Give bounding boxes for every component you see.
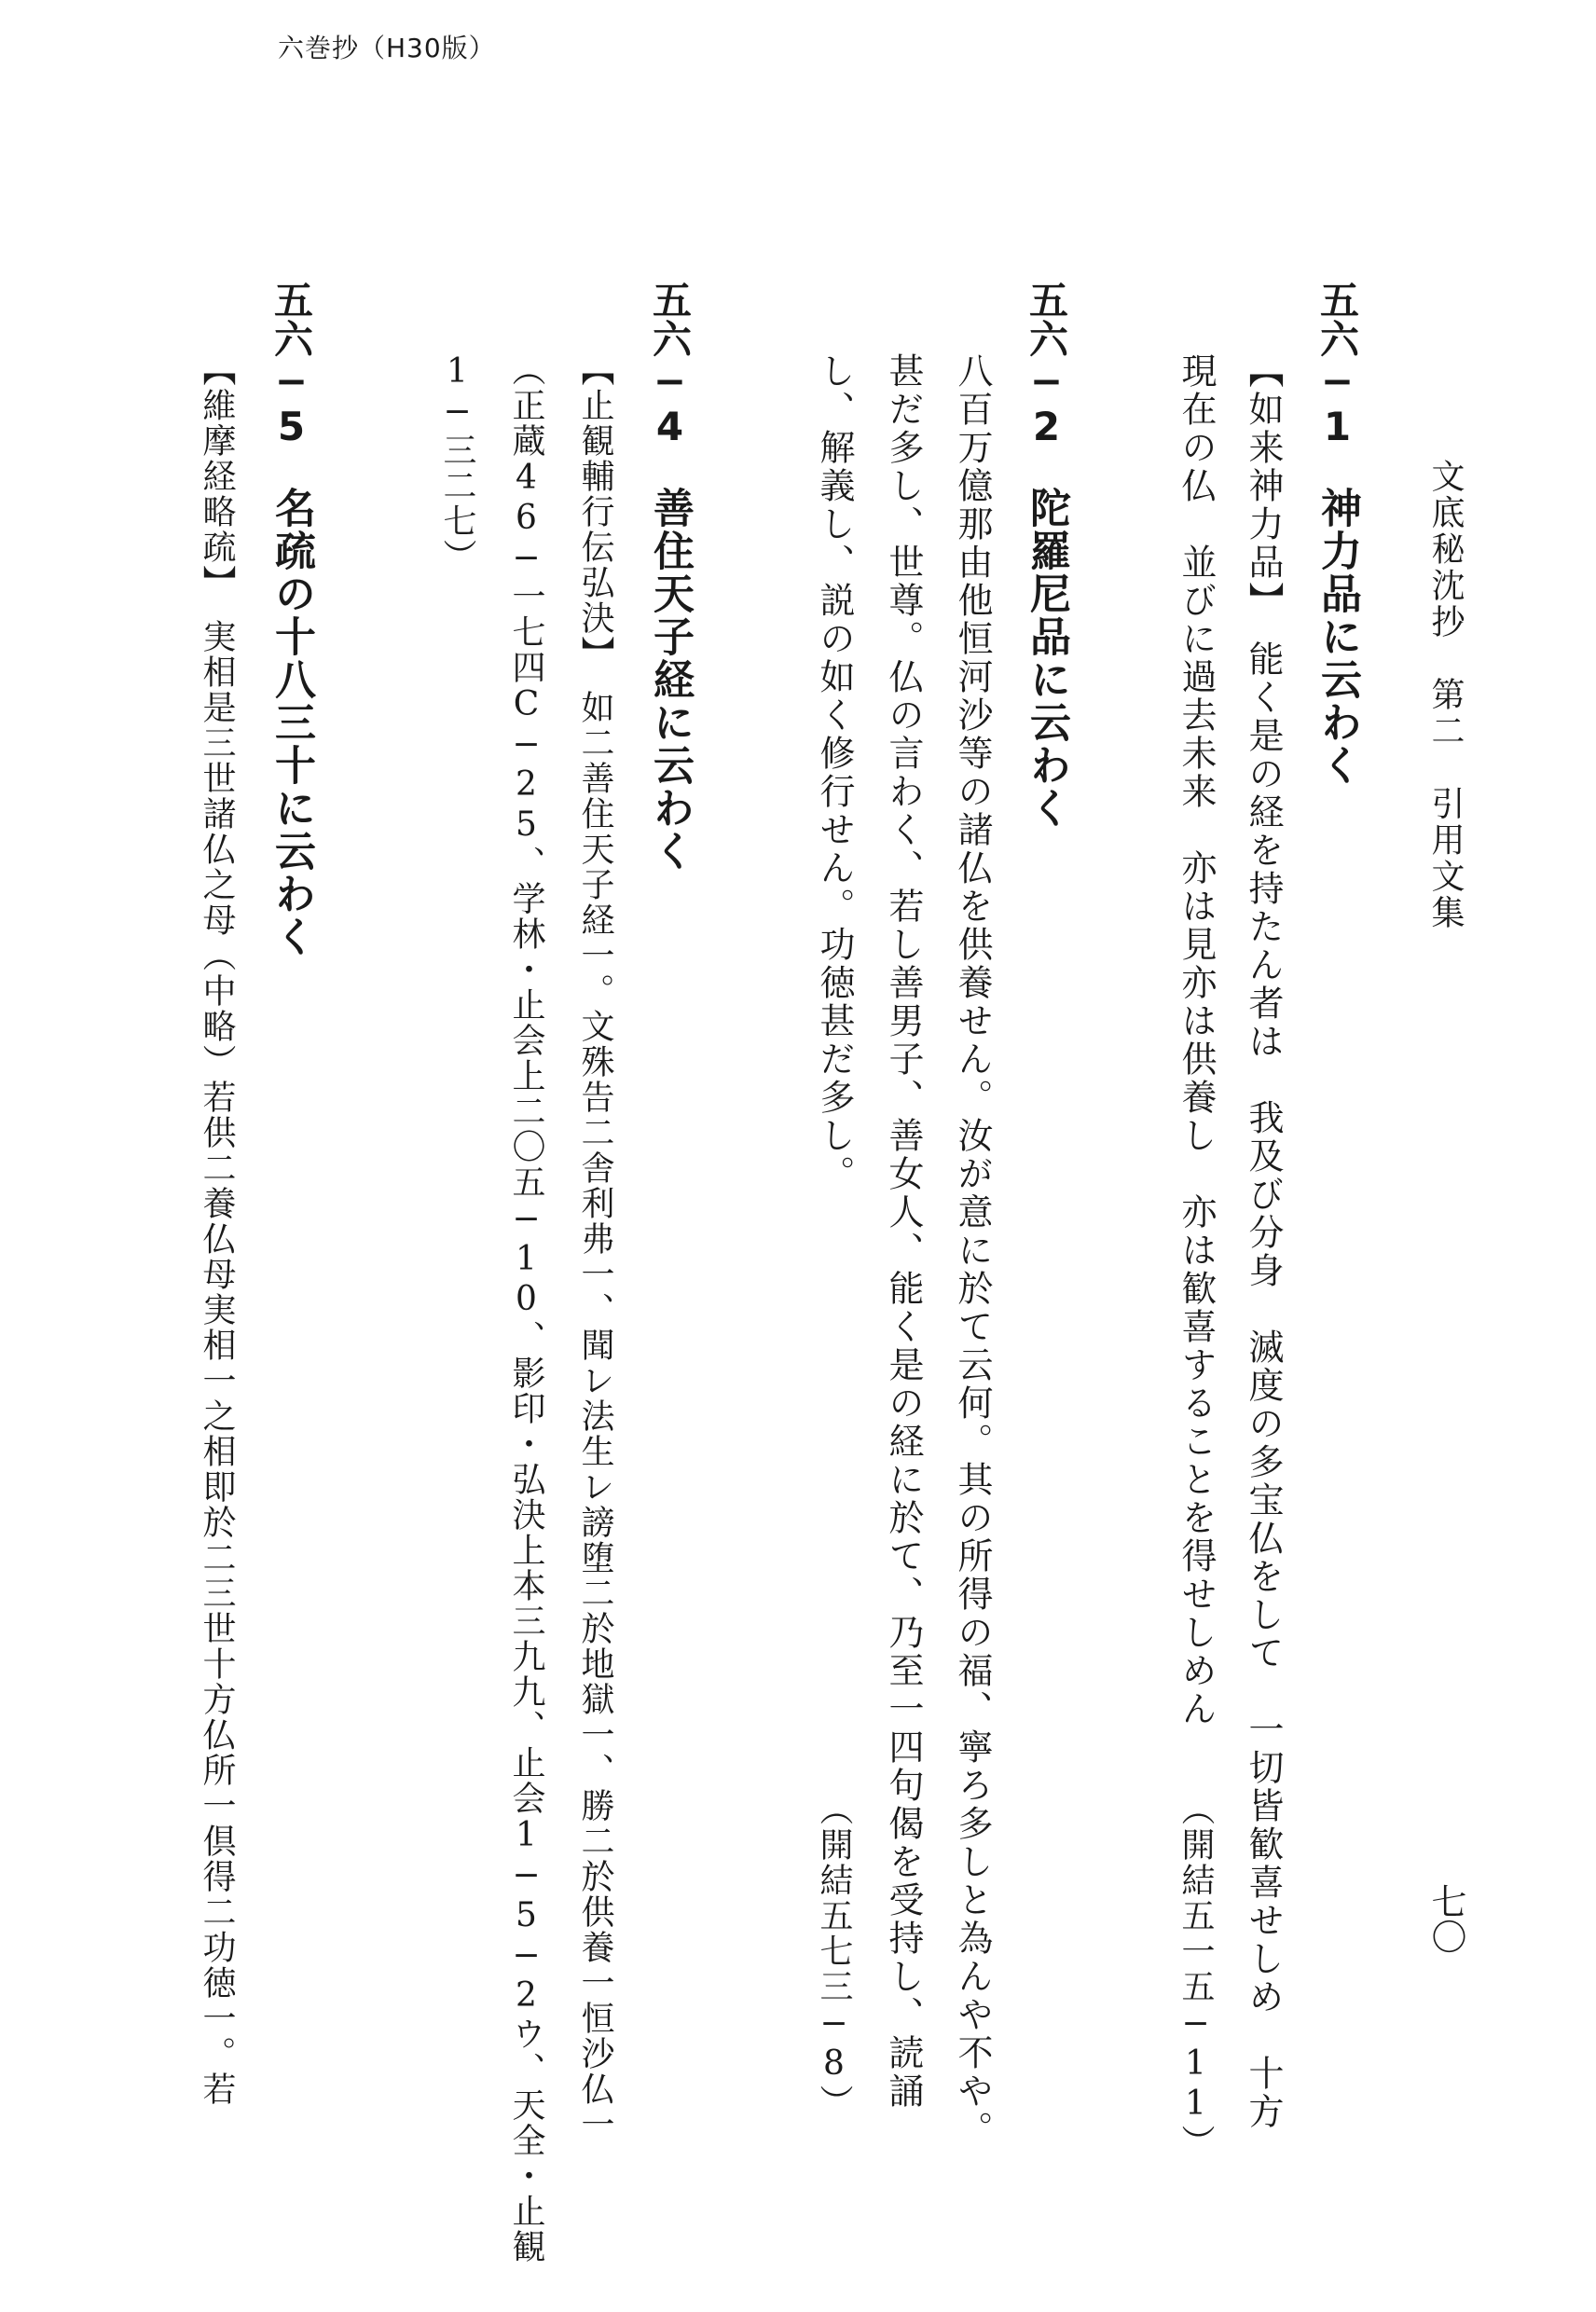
body-line: 【維摩経略疏】 実相是三世諸仏之母（中略）若供二養仏母実相一之相即於二三世十方仏所一倶得二功徳一。若 bbox=[198, 352, 236, 2107]
section-number: 五六−4 bbox=[647, 280, 693, 449]
body-line: 甚だ多し、世尊。仏の言わく、若し善男子、善女人、能く是の経に於て、乃至一四句偈を受持し、読誦 bbox=[883, 352, 924, 2111]
edition-label: 六巻抄（H30版） bbox=[278, 33, 496, 63]
section-number: 五六−1 bbox=[1314, 280, 1360, 449]
section-heading bbox=[1023, 280, 1070, 830]
running-head: 文底秘沈抄 第二 引用文集 bbox=[1426, 459, 1465, 931]
body-line: し、解義し、説の如く修行せん。功徳甚だ多し。 bbox=[814, 352, 855, 1193]
section-heading bbox=[646, 280, 694, 873]
citation: （開結五一五−11） bbox=[1176, 1792, 1215, 2160]
section-title: 陀羅尼品に云わく bbox=[1023, 487, 1070, 830]
section-number: 五六−5 bbox=[268, 280, 314, 449]
section-number: 五六−2 bbox=[1024, 280, 1069, 449]
section-title: 神力品に云わく bbox=[1314, 487, 1361, 787]
page-number: 七〇 bbox=[1425, 1883, 1466, 1954]
section-title: 善住天子経に云わく bbox=[646, 487, 694, 873]
citation: （開結五七三−8） bbox=[815, 1792, 853, 2120]
section-title: 名疏の十八三十に云わく bbox=[268, 487, 315, 958]
section-heading bbox=[1314, 280, 1361, 787]
section-heading bbox=[268, 280, 315, 958]
body-line: 【止観輔行伝弘決】 如二善住天子経一。文殊告二舎利弗一、聞レ法生レ謗堕二於地獄一、勝二於供養一恒沙仏一 bbox=[576, 352, 614, 2142]
body-line: 八百万億那由他恒河沙等の諸仏を供養せん。汝が意に於て云何。其の所得の福、寧ろ多しと為んや不や。 bbox=[952, 352, 993, 2149]
body-line: 1−三二七） bbox=[438, 352, 476, 574]
body-line: 【如来神力品】 能く是の経を持たん者は 我及び分身 滅度の多宝仏をして 一切皆歓喜せしめ 十方 bbox=[1243, 352, 1284, 2131]
body-line: （正蔵46−一七四C−25、学林・止会上二〇五−10、影印・弘決上本三九九、止会1−5−2ウ、天全・止観 bbox=[507, 352, 545, 2264]
body-line: 現在の仏 並びに過去未来 亦は見亦は供養し 亦は歓喜することを得せしめん bbox=[1176, 352, 1217, 1728]
